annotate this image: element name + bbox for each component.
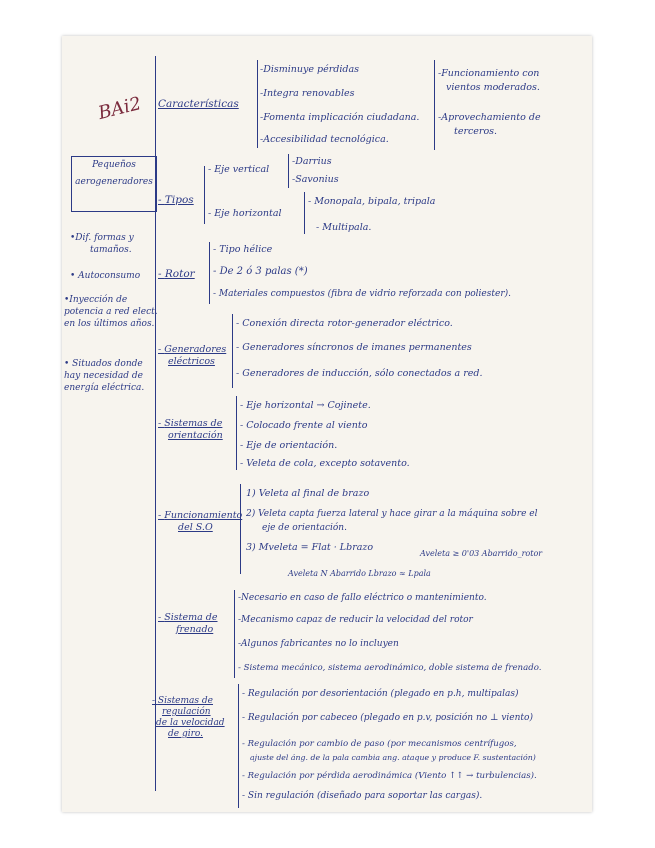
left-note-4-line-2: hay necesidad de <box>64 371 143 381</box>
label-regulacion: - Sistemas de regulación de la velocidad de giro. <box>152 696 225 739</box>
left-note-1 <box>70 232 134 256</box>
caracteristicas-item-2: -Integra renovables <box>260 88 355 99</box>
left-note-3-line-3: en los últimos años. <box>64 319 155 329</box>
title-box <box>71 156 157 212</box>
bracket-orientacion <box>236 396 237 470</box>
left-note-1-line-1: •Dif. formas y <box>70 233 134 243</box>
left-note-3 <box>64 294 158 330</box>
regulacion-item-4: - Regulación por pérdida aerodinámica (Viento ↑↑ → turbulencias). <box>242 771 537 781</box>
orientacion-item-4: - Veleta de cola, excepto sotavento. <box>240 458 410 469</box>
funcionamiento-item-3: 3) Mveleta = Flat · Lbrazo <box>246 542 374 553</box>
horizontal-item-1: - Monopala, bipala, tripala <box>308 196 436 207</box>
funcionamiento-item-2b: eje de orientación. <box>262 523 347 533</box>
left-note-3-line-1: •Inyección de <box>64 295 128 305</box>
funcionamiento-item-2: 2) Veleta capta fuerza lateral y hace girar a la máquina sobre el <box>246 509 538 519</box>
rotor-item-2: - De 2 ó 3 palas (*) <box>213 266 308 277</box>
frenado-item-2: -Mecanismo capaz de reducir la velocidad del rotor <box>238 615 473 625</box>
bracket-generadores <box>232 314 233 388</box>
regulacion-item-1: - Regulación por desorientación (plegado en p.h, multipalas) <box>242 689 519 699</box>
left-note-3-line-2: potencia a red elect. <box>64 307 158 317</box>
title-line-2: aerogeneradores <box>75 177 153 187</box>
formula-a: Aveleta ≥ 0'03 Abarrido_rotor <box>420 549 543 558</box>
label-caracteristicas: Características <box>158 98 239 110</box>
tipos-eje-horizontal: - Eje horizontal <box>208 208 282 219</box>
orientacion-item-2: - Colocado frente al viento <box>240 420 368 431</box>
frenado-item-3: -Algunos fabricantes no lo incluyen <box>238 639 399 649</box>
orientacion-item-1: - Eje horizontal → Cojinete. <box>240 400 371 411</box>
label-orientacion: - Sistemas de orientación <box>158 418 223 441</box>
frenado-item-4: - Sistema mecánico, sistema aerodinámico, doble sistema de frenado. <box>238 663 542 673</box>
notebook-page <box>62 36 592 812</box>
label-funcionamiento: - Funcionamiento del S.O <box>158 510 243 533</box>
left-note-2-line-1: • Autoconsumo <box>70 271 141 281</box>
regulacion-item-3: - Regulación por cambio de paso (por mecanismos centrífugos, <box>242 739 517 749</box>
main-bracket <box>155 56 156 791</box>
orientacion-item-3: - Eje de orientación. <box>240 440 338 451</box>
caracteristicas-item-4: -Accesibilidad tecnológica. <box>260 134 389 145</box>
rotor-item-3: - Materiales compuestos (fibra de vidrio reforzada con poliester). <box>213 289 511 299</box>
bracket-caracteristicas-side <box>434 60 435 150</box>
horizontal-item-2: - Multipala. <box>316 222 372 233</box>
caracteristicas-side-1: -Funcionamiento con <box>438 68 540 79</box>
frenado-item-1: -Necesario en caso de fallo eléctrico o mantenimiento. <box>238 593 487 603</box>
regulacion-item-3b: ajuste del áng. de la pala cambia ang. ataque y produce F. sustentación) <box>250 753 536 762</box>
left-note-1-line-2: tamaños. <box>90 245 132 255</box>
label-generadores: - Generadores eléctricos <box>158 344 227 367</box>
caracteristicas-item-1: -Disminuye pérdidas <box>260 64 360 75</box>
vertical-item-darrius: -Darrius <box>292 156 332 167</box>
regulacion-item-2: - Regulación por cabeceo (plegado en p.v, posición no ⊥ viento) <box>242 713 533 723</box>
caracteristicas-side-4: terceros. <box>454 126 498 137</box>
caracteristicas-item-3: -Fomenta implicación ciudadana. <box>260 112 420 123</box>
generadores-item-1: - Conexión directa rotor-generador eléctrico. <box>236 318 453 329</box>
label-rotor: - Rotor <box>158 268 195 280</box>
label-frenado: - Sistema de frenado <box>158 612 218 635</box>
funcionamiento-item-1: 1) Veleta al final de brazo <box>246 488 370 499</box>
formula-b: Aveleta N Abarrido Lbrazo ≈ Lpala <box>288 569 431 578</box>
bracket-eje-horizontal <box>304 192 305 234</box>
bracket-caracteristicas <box>257 60 258 148</box>
left-note-4 <box>64 358 144 394</box>
title-line-1: Pequeños <box>92 160 136 170</box>
left-note-2 <box>70 270 140 282</box>
rotor-item-1: - Tipo hélice <box>213 244 273 255</box>
generadores-item-2: - Generadores síncronos de imanes permanentes <box>236 342 472 353</box>
bracket-frenado <box>234 590 235 678</box>
caracteristicas-side-2: vientos moderados. <box>446 82 540 93</box>
caracteristicas-side-3: -Aprovechamiento de <box>438 112 541 123</box>
left-note-4-line-3: energía eléctrica. <box>64 383 145 393</box>
bracket-regulacion <box>238 684 239 808</box>
bracket-tipos <box>204 166 205 224</box>
left-note-4-line-1: • Situados donde <box>64 359 143 369</box>
regulacion-item-5: - Sin regulación (diseñado para soportar las cargas). <box>242 791 483 801</box>
generadores-item-3: - Generadores de inducción, sólo conectados a red. <box>236 368 483 379</box>
vertical-item-savonius: -Savonius <box>292 174 339 185</box>
bracket-rotor <box>209 242 210 304</box>
signature: BAi2 <box>96 93 144 124</box>
bracket-eje-vertical <box>288 154 289 188</box>
bracket-funcionamiento <box>240 484 241 574</box>
tipos-eje-vertical: - Eje vertical <box>208 164 270 175</box>
label-tipos: - Tipos <box>158 194 194 206</box>
